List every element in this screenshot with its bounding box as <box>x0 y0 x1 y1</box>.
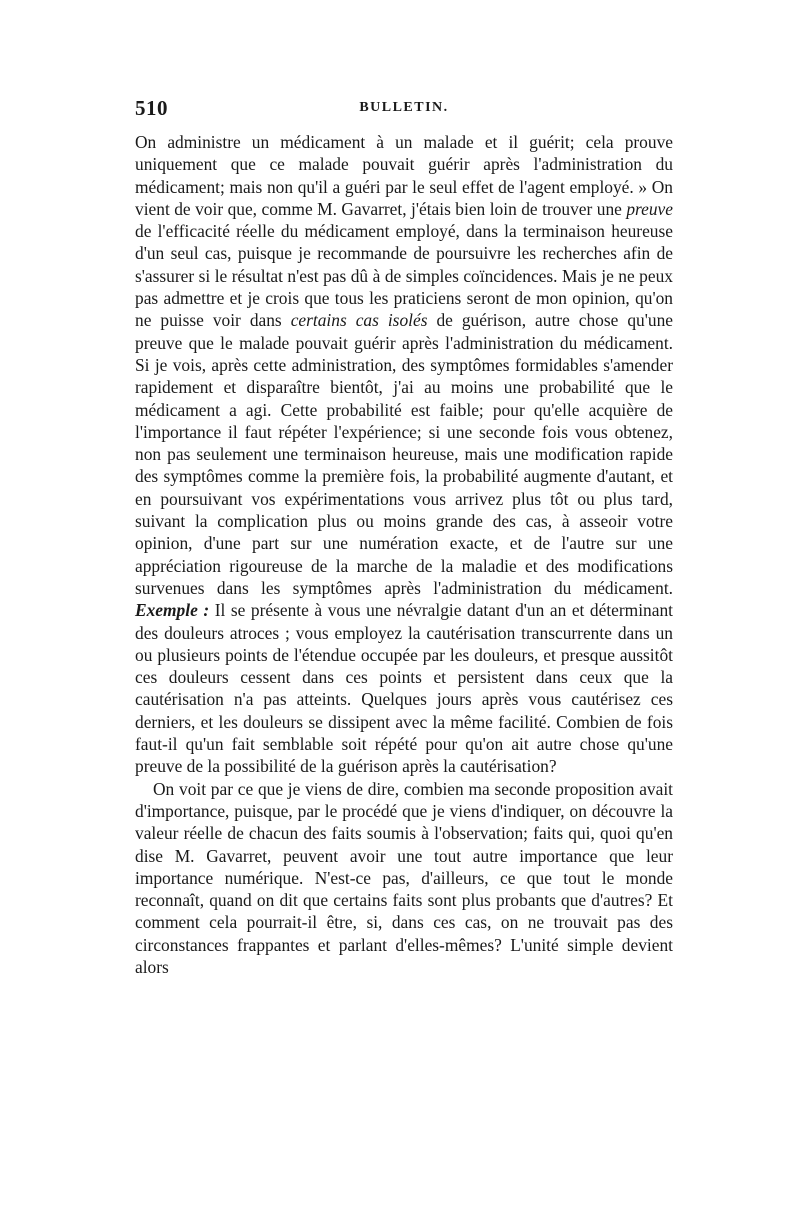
text-run: de guérison, autre chose qu'une preuve que le malade pouvait guérir après l'administration du médicament. Si je vois, après cette administration, des symptômes formidables s'amender rapidement et disparaître bientôt, j'ai au moins une probabilité que le médicament a agi. Cette probabilité est faible; pour qu'elle acquière de l'importance il faut répéter l'expérience; si une seconde fois vous obtenez, non pas seulement une terminaison heureuse, mais une modification rapide des symptômes comme la première fois, la probabilité augmente d'autant, et en poursuivant vos expérimentations vous arrivez plus tôt ou plus tard, suivant la complication plus ou moins grande des cas, à asseoir votre opinion, d'une part sur une numération exacte, et de l'autre sur une appréciation rigoureuse de la marche de la maladie et des modifications survenues dans les symptômes après l'administration du médicament. <box>135 310 673 598</box>
emphasis-certains-cas: certains cas isolés <box>290 310 428 331</box>
running-title: BULLETIN. <box>359 100 449 115</box>
emphasis-preuve: preuve <box>626 198 673 219</box>
page-number: 510 <box>135 96 168 120</box>
text-run: Il se présente à vous une névralgie datant d'un an et déterminant des douleurs atroces ; vous employez la cautérisation transcurrente dans un ou plusieurs points de l'étendue occupée par les douleurs, et presque aussitôt ces douleurs cessent dans ces points et persistent dans ceux que la cautérisation n'a pas atteints. Quelques jours après vous cautérisez ces derniers, et les douleurs se dissipent avec la même facilité. Combien de fois faut-il qu'un fait semblable soit répété pour qu'on ait autre chose qu'une preuve de la possibilité de la guérison après la cautérisation? <box>135 600 673 777</box>
page-header <box>135 96 673 126</box>
body-text <box>135 131 673 978</box>
text-run: On administre un médicament à un malade et il guérit; cela prouve uniquement que ce malade pouvait guérir après l'administration du médicament; mais non qu'il a guéri par le seul effet de l'agent employé. » On vient de voir que, comme M. Gavarret, j'étais bien loin de trouver une <box>135 132 673 219</box>
text-run: de l'efficacité réelle du médicament employé, dans la terminaison heureuse d'un seul cas, puisque je recommande de poursuivre les recherches afin de s'assurer si le résultat n'est pas dû à de simples coïncidences. Mais je ne peux pas admettre et je crois que tous les praticiens seront de mon opinion, qu'on ne puisse voir dans <box>135 221 673 331</box>
emphasis-exemple: Exemple : <box>135 600 210 621</box>
paragraph <box>135 131 673 778</box>
paragraph: On voit par ce que je viens de dire, combien ma seconde proposition avait d'importance, puisque, par le procédé que je viens d'indiquer, on découvre la valeur réelle de chacun des faits soumis à l'observation; faits qui, quoi qu'en dise M. Gavarret, peuvent avoir une tout autre importance que leur importance numérique. N'est-ce pas, d'ailleurs, ce que tout le monde reconnaît, quand on dit que certains faits sont plus probants que d'autres? Et comment cela pourrait-il être, si, dans ces cas, on ne trouvait pas des circonstances frappantes et parlant d'elles-mêmes? L'unité simple devient alors <box>135 778 673 977</box>
